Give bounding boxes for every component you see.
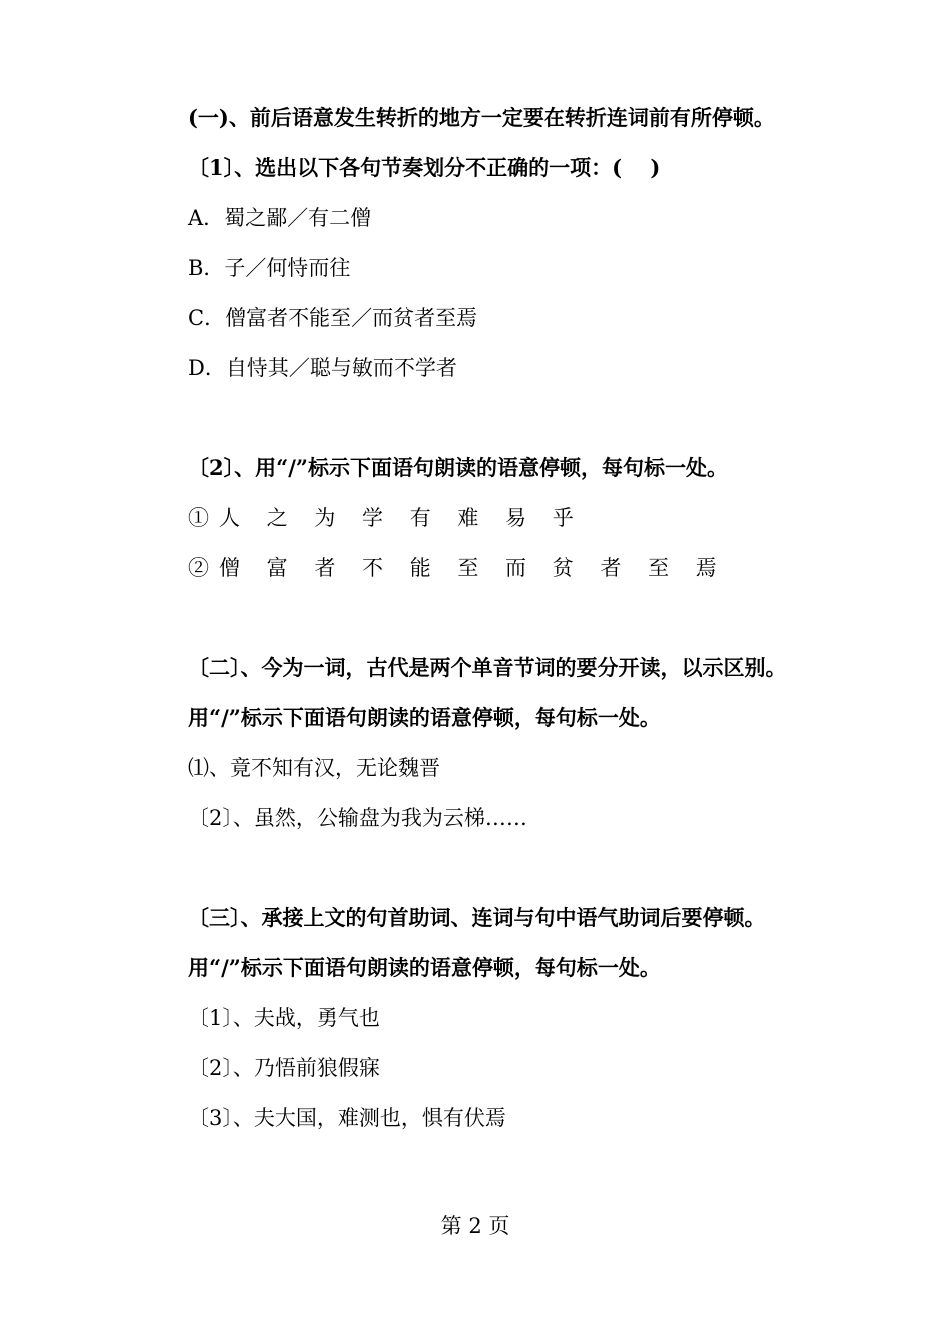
section3-heading: 〔三〕、承接上文的句首助词、连词与句中语气助词后要停顿。 [188, 905, 766, 930]
section3-item-1: 〔1〕、夫战，勇气也 [188, 1006, 380, 1030]
question2-item-2: ②僧 富 者 不 能 至 而 贫 者 至 焉 [188, 556, 727, 580]
question2-item-1: ①人 之 为 学 有 难 易 乎 [188, 506, 584, 530]
section3-item-3: 〔3〕、夫大国，难测也，惧有伏焉 [188, 1106, 506, 1130]
option-d: D．自恃其／聪与敏而不学者 [188, 356, 457, 380]
section2-item-1: ⑴、竟不知有汉，无论魏晋 [188, 756, 440, 780]
section3-instruction: 用“/”标示下面语句朗读的语意停顿，每句标一处。 [188, 955, 661, 980]
section1-heading: (一)、前后语意发生转折的地方一定要在转折连词前有所停顿。 [188, 105, 775, 130]
section2-instruction: 用“/”标示下面语句朗读的语意停顿，每句标一处。 [188, 705, 661, 730]
section3-item-2: 〔2〕、乃悟前狼假寐 [188, 1056, 380, 1080]
option-b: B．子／何恃而往 [188, 256, 351, 280]
option-a: A．蜀之鄙／有二僧 [188, 206, 372, 230]
section2-item-2: 〔2〕、虽然，公输盘为我为云梯…… [188, 806, 527, 830]
page-number: 第 2 页 [440, 1214, 510, 1238]
question2-prompt: 〔2〕、用“/”标示下面语句朗读的语意停顿，每句标一处。 [188, 455, 728, 480]
question1-prompt: 〔1〕、选出以下各句节奏划分不正确的一项：( ) [188, 155, 661, 180]
section2-heading: 〔二〕、今为一词，古代是两个单音节词的要分开读，以示区别。 [188, 655, 787, 680]
option-c: C．僧富者不能至／而贫者至焉 [188, 306, 478, 330]
